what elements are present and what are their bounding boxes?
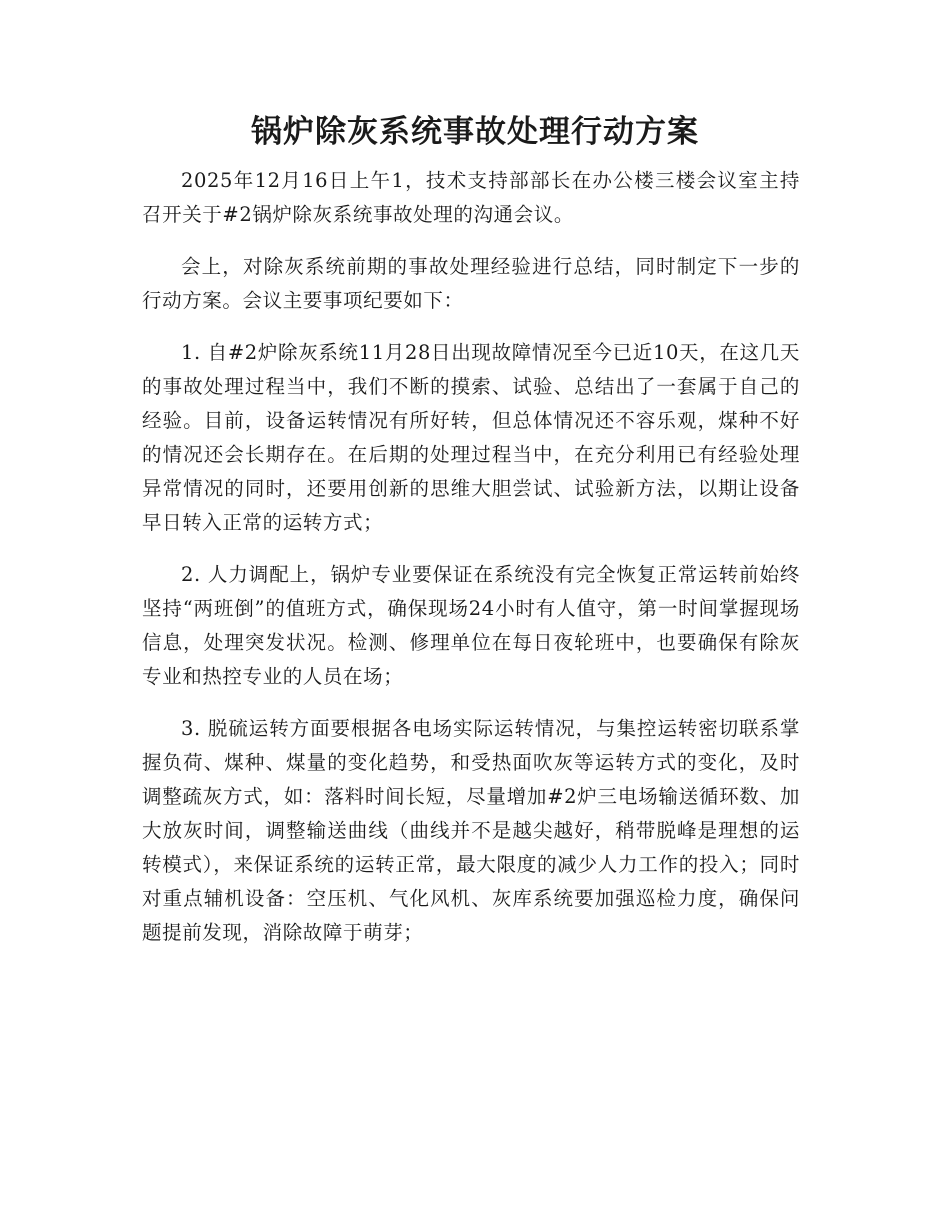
document-title: 锅炉除灰系统事故处理行动方案: [251, 114, 699, 150]
paragraph-item-1: 1. 自#2炉除灰系统11月28日出现故障情况至今已近10天，在这几天的事故处理过程当中，我们不断的摸索、试验、总结出了一套属于自己的经验。目前，设备运转情况有所好转，但总体情况还不容乐观，煤种不好的情况还会长期存在。在后期的处理过程当中，在充分利用已有经验处理异常情况的同时，还要用创新的思维大胆尝试、试验新方法，以期让设备早日转入正常的运转方式；: [142, 341, 800, 534]
paragraph-item-2: 2. 人力调配上，锅炉专业要保证在系统没有完全恢复正常运转前始终坚持“两班倒”的值班方式，确保现场24小时有人值守，第一时间掌握现场信息，处理突发状况。检测、修理单位在每日夜轮班中，也要确保有除灰专业和热控专业的人员在场；: [142, 563, 800, 688]
paragraph-summary: 会上，对除灰系统前期的事故处理经验进行总结，同时制定下一步的行动方案。会议主要事项纪要如下：: [142, 255, 800, 312]
document-body: [142, 164, 800, 968]
paragraph-meeting-intro: 2025年12月16日上午1，技术支持部部长在办公楼三楼会议室主持召开关于#2锅炉除灰系统事故处理的沟通会议。: [142, 169, 800, 226]
paragraph-item-3: 3. 脱硫运转方面要根据各电场实际运转情况，与集控运转密切联系掌握负荷、煤种、煤量的变化趋势，和受热面吹灰等运转方式的变化，及时调整疏灰方式，如：落料时间长短，尽量增加#2炉三电场输送循环数、加大放灰时间，调整输送曲线（曲线并不是越尖越好，稍带脱峰是理想的运转模式），来保证系统的运转正常，最大限度的减少人力工作的投入；同时对重点辅机设备：空压机、气化风机、灰库系统要加强巡检力度，确保问题提前发现，消除故障于萌芽；: [142, 717, 800, 944]
